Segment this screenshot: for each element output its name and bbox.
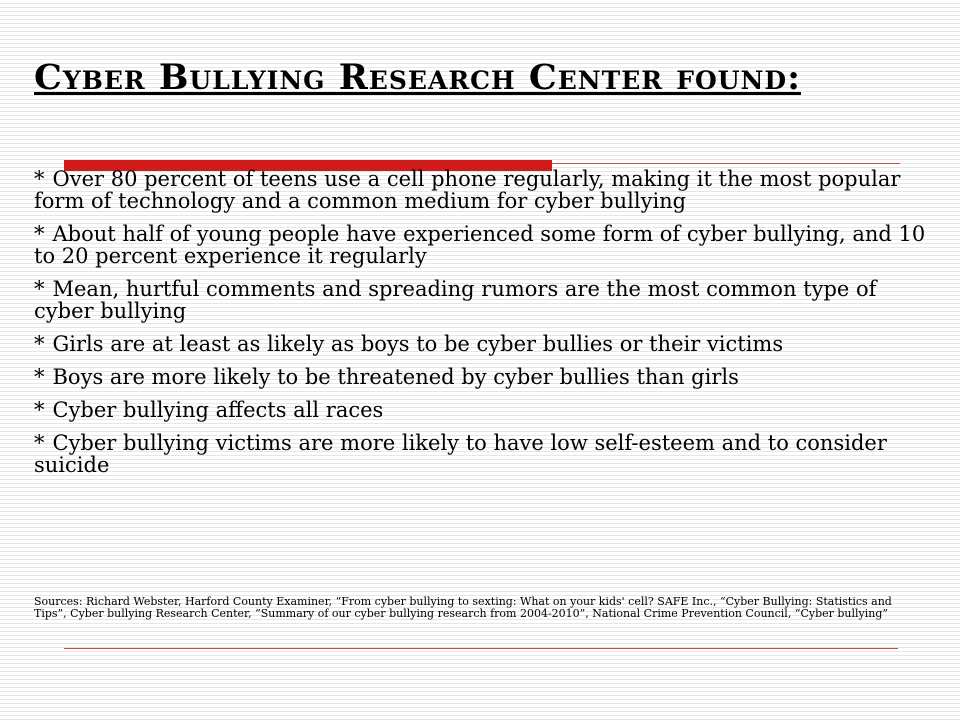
bullet-text: Boys are more likely to be threatened by cyber bullies than girls [52,365,739,389]
bullet-marker: * [34,365,45,389]
bullet-marker: * [34,431,45,455]
footer-accent-line [64,648,898,649]
bullet-marker: * [34,277,45,301]
bullet-text: Cyber bullying victims are more likely to have low self-esteem and to consider suicide [34,431,887,477]
bullet-marker: * [34,222,45,246]
bullet-marker: * [34,167,45,191]
bullet-text: Over 80 percent of teens use a cell phone regularly, making it the most popular form of technology and a common medium for cyber bullying [34,167,901,213]
bullet-text: Mean, hurtful comments and spreading rumors are the most common type of cyber bullying [34,277,877,323]
bullet-item [34,333,934,355]
sources-note: Sources: Richard Webster, Harford County Examiner, “From cyber bullying to sexting: What on your kids' cell? SAFE Inc., “Cyber Bullying: Statistics and Tips”, Cyber bullying Research Center, “Summary of our cyber bullying research from 2004-2010”, National Crime Prevention Council, “Cyber bullying” [34,595,892,620]
title-accent-line [552,163,900,164]
bullet-text: Cyber bullying affects all races [52,398,384,422]
bullet-item [34,168,934,212]
bullet-item [34,223,934,267]
bullet-text: Girls are at least as likely as boys to be cyber bullies or their victims [52,332,784,356]
bullet-text: About half of young people have experienced some form of cyber bullying, and 10 to 20 percent experience it regularly [34,222,926,268]
slide-title: Cyber Bullying Research Center found: [34,57,802,98]
bullet-item [34,399,934,421]
bullet-marker: * [34,332,45,356]
bullet-marker: * [34,398,45,422]
bullet-item [34,432,934,476]
bullet-item [34,278,934,322]
bullet-list [34,168,934,487]
bullet-item [34,366,934,388]
